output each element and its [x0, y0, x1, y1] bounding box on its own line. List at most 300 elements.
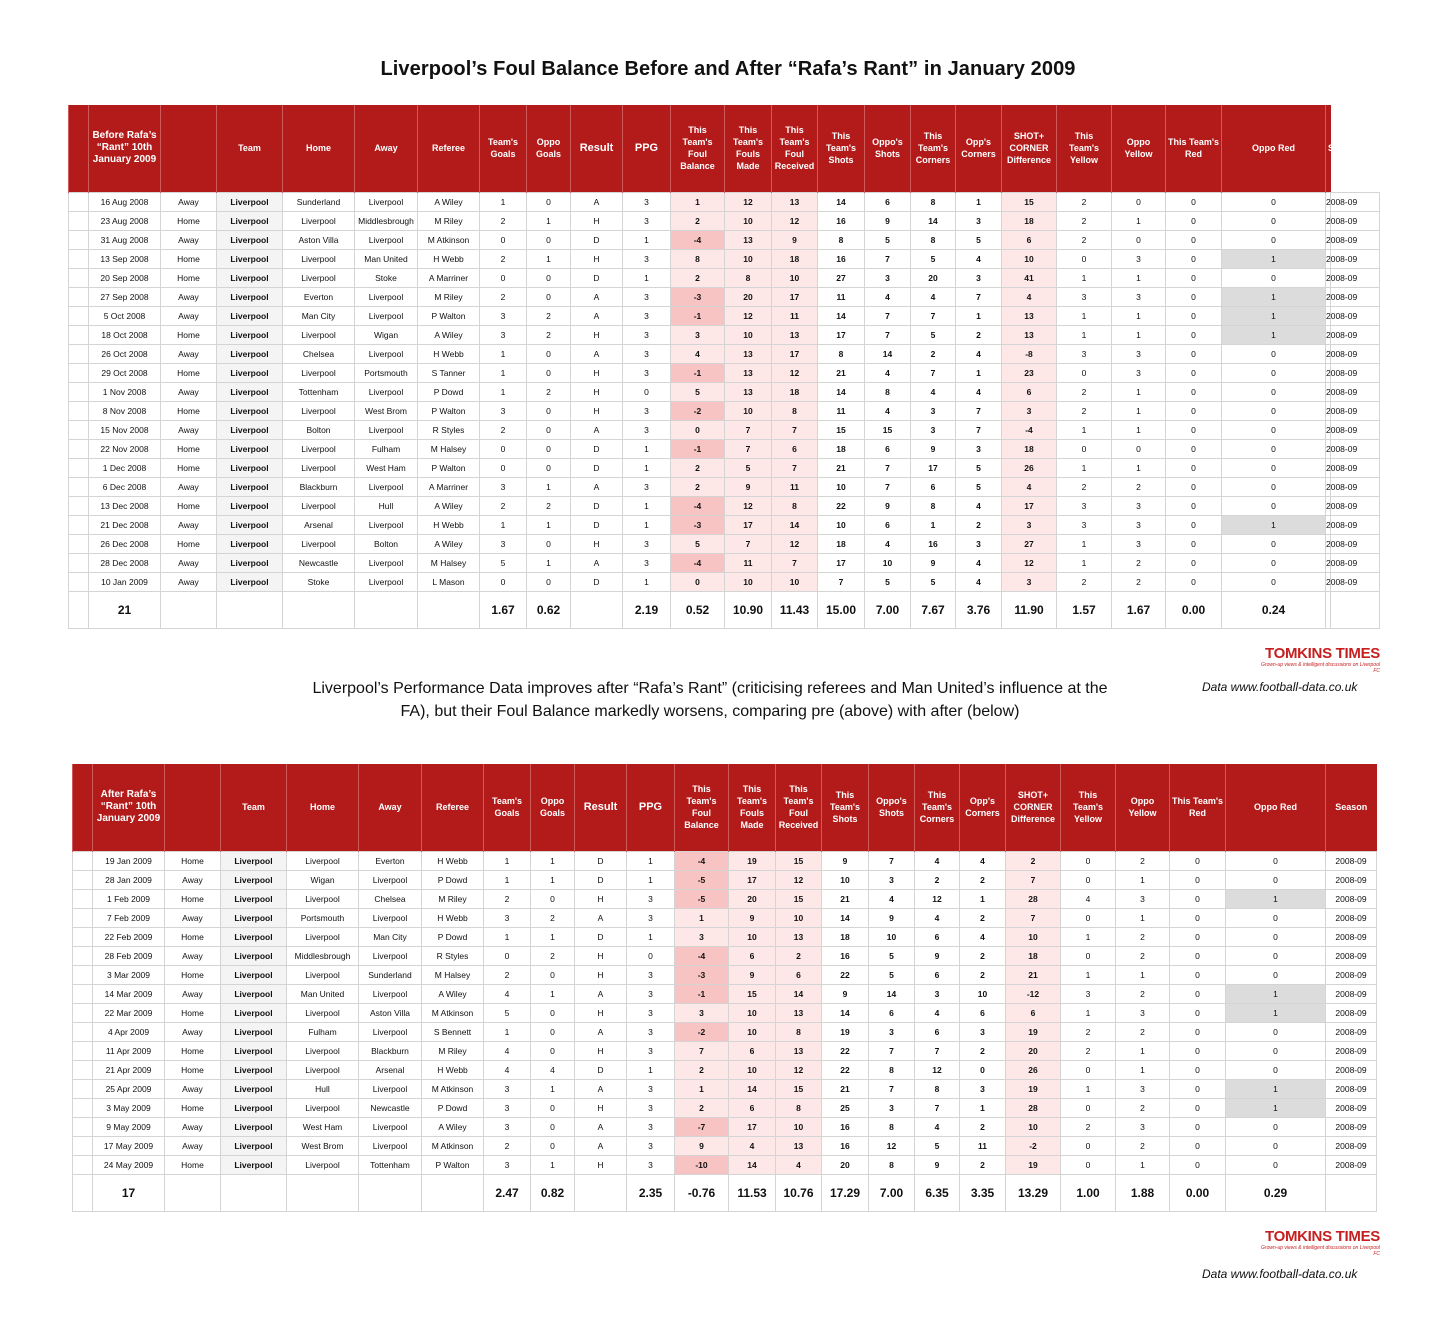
table-cell: Sunderland: [283, 192, 355, 211]
table-cell: 0: [1061, 870, 1116, 889]
table-cell: 8: [915, 1079, 960, 1098]
table-cell: 1 Dec 2008: [89, 458, 161, 477]
table-cell: 1: [1057, 553, 1112, 572]
table-cell: 3: [623, 249, 671, 268]
table-cell: 1: [960, 889, 1006, 908]
table-cell: Hull: [287, 1079, 359, 1098]
table-cell: 1: [1116, 1060, 1170, 1079]
table-row: [73, 908, 1377, 927]
table-cell: Liverpool: [287, 1060, 359, 1079]
table-cell: 2008-09: [1326, 1155, 1377, 1174]
table-cell: 2: [480, 211, 527, 230]
table-cell: 2008-09: [1326, 984, 1377, 1003]
table-cell: 1: [531, 1079, 575, 1098]
table-cell: 7: [865, 306, 911, 325]
table-cell: 1: [956, 192, 1002, 211]
table-cell: M Atkinson: [422, 1136, 484, 1155]
table-cell: Away: [161, 344, 217, 363]
table-cell: 14: [818, 192, 865, 211]
table-cell: Home: [165, 1098, 221, 1117]
total-cell: 10.76: [776, 1174, 822, 1211]
table-cell: 0: [1170, 946, 1226, 965]
table-cell: 3: [1057, 496, 1112, 515]
table-cell: 6: [865, 439, 911, 458]
table-cell: H Webb: [418, 249, 480, 268]
table-cell: 11: [960, 1136, 1006, 1155]
table-row: [69, 306, 1380, 325]
table-cell: Away: [165, 984, 221, 1003]
table-cell: Away: [161, 553, 217, 572]
table-cell: H: [571, 211, 623, 230]
table-cell: H Webb: [418, 515, 480, 534]
table-cell: 0: [1166, 287, 1222, 306]
total-cell: [283, 591, 355, 628]
table-cell: 0: [527, 230, 571, 249]
column-header: Team's Goals: [480, 105, 527, 192]
table-cell: Home: [161, 439, 217, 458]
table-cell: 2: [675, 1060, 729, 1079]
table-cell: Sunderland: [359, 965, 422, 984]
table-cell: D: [571, 439, 623, 458]
column-header: This Team's Corners: [915, 764, 960, 851]
table-cell: 0: [1166, 496, 1222, 515]
table-cell: 26 Oct 2008: [89, 344, 161, 363]
table-cell: 2: [531, 946, 575, 965]
table-cell: 3: [480, 477, 527, 496]
table-cell: 1: [956, 306, 1002, 325]
table-cell: -4: [675, 946, 729, 965]
table-cell: 9: [915, 946, 960, 965]
table-cell: L Mason: [418, 572, 480, 591]
column-header: Oppo Goals: [531, 764, 575, 851]
total-cell: 15.00: [818, 591, 865, 628]
table-cell: 0: [527, 192, 571, 211]
table-row: [69, 572, 1380, 591]
table-cell: 6: [729, 1041, 776, 1060]
table-cell: Liverpool: [355, 420, 418, 439]
table-cell: P Dowd: [418, 382, 480, 401]
table-cell: 3: [1112, 287, 1166, 306]
table-row: [69, 249, 1380, 268]
table-cell: P Walton: [418, 458, 480, 477]
table-cell: 41: [1002, 268, 1057, 287]
column-header: Opp's Corners: [960, 764, 1006, 851]
table-cell: 0: [1170, 927, 1226, 946]
table-cell: 3: [869, 1022, 915, 1041]
column-header: Opp's Corners: [956, 105, 1002, 192]
table-cell: 0: [1166, 211, 1222, 230]
logo-tagline: Grown-up views & intelligent discussions on Liverpool FC: [1261, 1245, 1380, 1257]
table-cell: 3: [1112, 249, 1166, 268]
table-cell: 2008-09: [1326, 420, 1331, 439]
table-cell: 0: [527, 401, 571, 420]
table-cell: 1: [623, 515, 671, 534]
table-cell: 2: [527, 325, 571, 344]
table-cell: 10: [725, 325, 772, 344]
data-source: Data www.football-data.co.uk: [1202, 680, 1358, 694]
table-cell: 2008-09: [1326, 889, 1377, 908]
row-spacer: [69, 553, 89, 572]
table-cell: 0: [480, 572, 527, 591]
table-cell: 18: [822, 927, 869, 946]
total-cell: [221, 1174, 287, 1211]
column-header: This Team's Red: [1170, 764, 1226, 851]
total-cell: [422, 1174, 484, 1211]
table-cell: 0: [531, 1022, 575, 1041]
table-cell: 10: [776, 1117, 822, 1136]
table-cell: 4: [865, 287, 911, 306]
table-cell: 5: [865, 230, 911, 249]
table-cell: 4: [960, 851, 1006, 870]
table-cell: 9: [869, 908, 915, 927]
table-cell: Home: [165, 927, 221, 946]
table-cell: 0: [531, 1003, 575, 1022]
total-cell: 13.29: [1006, 1174, 1061, 1211]
table-cell: S Tanner: [418, 363, 480, 382]
table-cell: 25 Apr 2009: [93, 1079, 165, 1098]
table-cell: 1: [531, 870, 575, 889]
table-cell: 4: [956, 496, 1002, 515]
table-cell: 6: [772, 439, 818, 458]
table-cell: 2: [675, 1098, 729, 1117]
table-cell: Away: [165, 1136, 221, 1155]
table-cell: 15: [776, 851, 822, 870]
table-cell: 16 Aug 2008: [89, 192, 161, 211]
table-cell: 1: [623, 439, 671, 458]
column-header: SHOT+ CORNER Difference: [1002, 105, 1057, 192]
table-cell: 3: [480, 534, 527, 553]
table-cell: 0: [623, 382, 671, 401]
table-cell: 0: [531, 1136, 575, 1155]
table-cell: Liverpool: [283, 534, 355, 553]
table-cell: A: [571, 192, 623, 211]
table-cell: 1: [623, 268, 671, 287]
table-cell: A: [575, 1117, 627, 1136]
table-cell: 2: [1061, 1022, 1116, 1041]
table-cell: 1: [527, 477, 571, 496]
table-cell: 1: [527, 515, 571, 534]
table-cell: A Wiley: [418, 534, 480, 553]
table-cell: 14: [865, 344, 911, 363]
table-cell: 3: [675, 1003, 729, 1022]
table-cell: 4: [729, 1136, 776, 1155]
table-cell: 11 Apr 2009: [93, 1041, 165, 1060]
table-cell: 3: [623, 287, 671, 306]
table-cell: 0: [1226, 870, 1326, 889]
table-cell: Fulham: [287, 1022, 359, 1041]
table-cell: 2: [484, 889, 531, 908]
table-cell: 2008-09: [1326, 1060, 1377, 1079]
table-cell: 0: [671, 572, 725, 591]
table-cell: 1: [480, 363, 527, 382]
table-cell: 9: [772, 230, 818, 249]
table-cell: 0: [484, 946, 531, 965]
table-cell: 0: [480, 458, 527, 477]
table-cell: A: [571, 306, 623, 325]
table-cell: 9: [729, 965, 776, 984]
table-cell: 8: [869, 1155, 915, 1174]
table-cell: 15: [729, 984, 776, 1003]
caption: Liverpool’s Performance Data improves after “Rafa’s Rant” (criticising referees and Man United’s influence at the FA), but their Foul Balance markedly worsens, comparing pre (above) with after (below): [312, 680, 1108, 720]
table-cell: 0: [527, 420, 571, 439]
table-cell: 9: [865, 211, 911, 230]
table-cell: 20 Sep 2008: [89, 268, 161, 287]
table-cell: 19: [1006, 1022, 1061, 1041]
table-row: [73, 927, 1377, 946]
table-cell: 2008-09: [1326, 1022, 1377, 1041]
table-cell: Middlesbrough: [287, 946, 359, 965]
table-cell: 0: [1166, 477, 1222, 496]
table-cell: 23 Aug 2008: [89, 211, 161, 230]
table-cell: Chelsea: [283, 344, 355, 363]
table-cell: 0: [531, 1098, 575, 1117]
table-cell: Liverpool: [283, 325, 355, 344]
table-cell: -1: [671, 363, 725, 382]
table-cell: 3: [627, 984, 675, 1003]
table-cell: 0: [531, 1117, 575, 1136]
table-cell: 3: [1057, 515, 1112, 534]
table-cell: 0: [1166, 363, 1222, 382]
table-cell: 13: [772, 325, 818, 344]
table-cell: 1: [1057, 420, 1112, 439]
table-cell: 0: [1170, 1079, 1226, 1098]
table-cell: Bolton: [283, 420, 355, 439]
table-cell: 3: [671, 325, 725, 344]
table-cell: 13 Sep 2008: [89, 249, 161, 268]
table-cell: Liverpool: [221, 1136, 287, 1155]
table-cell: 4: [956, 572, 1002, 591]
row-spacer: [69, 591, 89, 628]
table-cell: 7: [818, 572, 865, 591]
table-cell: 17: [818, 553, 865, 572]
table-cell: 3: [480, 325, 527, 344]
table-row: [69, 192, 1380, 211]
table-cell: 6: [729, 946, 776, 965]
table-cell: 8: [865, 382, 911, 401]
table-cell: 10: [725, 211, 772, 230]
table-cell: 3: [1002, 572, 1057, 591]
table-cell: D: [575, 851, 627, 870]
table-cell: 0: [1166, 325, 1222, 344]
table-cell: 16: [911, 534, 956, 553]
table-cell: 6: [915, 965, 960, 984]
table-cell: 2: [1116, 851, 1170, 870]
table-cell: 5: [869, 946, 915, 965]
table-cell: 15: [865, 420, 911, 439]
table-cell: 12: [915, 1060, 960, 1079]
total-cell: 10.90: [725, 591, 772, 628]
table-cell: 4: [956, 344, 1002, 363]
table-cell: 1: [1226, 984, 1326, 1003]
total-cell: 3.35: [960, 1174, 1006, 1211]
total-cell: -0.76: [675, 1174, 729, 1211]
table-cell: 2: [960, 870, 1006, 889]
table-cell: Liverpool: [359, 1079, 422, 1098]
table-cell: 2: [1061, 1041, 1116, 1060]
table-cell: Liverpool: [221, 851, 287, 870]
table-cell: 3: [1112, 515, 1166, 534]
table-cell: H: [571, 401, 623, 420]
table-cell: Home: [165, 1060, 221, 1079]
table-cell: 1 Nov 2008: [89, 382, 161, 401]
table-cell: 4: [865, 534, 911, 553]
table-cell: 18: [1006, 946, 1061, 965]
table-cell: -10: [675, 1155, 729, 1174]
table-cell: 0: [1170, 1136, 1226, 1155]
row-spacer: [69, 477, 89, 496]
table-cell: 1: [1112, 268, 1166, 287]
table-cell: H: [571, 534, 623, 553]
table-row: [69, 458, 1380, 477]
table-cell: 2008-09: [1326, 477, 1331, 496]
table-cell: 0: [1170, 1003, 1226, 1022]
total-cell: [571, 591, 623, 628]
table-cell: 4: [1002, 287, 1057, 306]
table-cell: 0: [1170, 1098, 1226, 1117]
row-spacer: [69, 230, 89, 249]
table-cell: Away: [165, 1022, 221, 1041]
table-cell: 2: [1057, 230, 1112, 249]
table-cell: 0: [1226, 927, 1326, 946]
row-spacer: [69, 249, 89, 268]
table-cell: 2: [1057, 477, 1112, 496]
table-cell: 12: [776, 870, 822, 889]
table-cell: 6: [915, 927, 960, 946]
table-cell: 0: [1170, 1060, 1226, 1079]
table-cell: 0: [1166, 439, 1222, 458]
table-cell: Away: [161, 287, 217, 306]
table-cell: 8: [911, 496, 956, 515]
table-cell: Liverpool: [283, 211, 355, 230]
table-cell: Liverpool: [359, 908, 422, 927]
table-cell: -4: [671, 553, 725, 572]
table-cell: 20: [725, 287, 772, 306]
column-header: Season: [1326, 105, 1331, 192]
table-cell: 14 Mar 2009: [93, 984, 165, 1003]
table-cell: 5: [956, 230, 1002, 249]
table-cell: Liverpool: [217, 344, 283, 363]
table-cell: 0: [1226, 965, 1326, 984]
table-cell: 2: [671, 268, 725, 287]
table-cell: Home: [161, 534, 217, 553]
table-cell: 28 Jan 2009: [93, 870, 165, 889]
tomkins-times-logo: [1260, 645, 1380, 674]
table-cell: 7: [865, 249, 911, 268]
table-cell: 21 Dec 2008: [89, 515, 161, 534]
table-cell: 0: [1222, 553, 1326, 572]
row-spacer: [73, 1174, 93, 1211]
column-header: PPG: [623, 105, 671, 192]
table-cell: 3: [484, 1155, 531, 1174]
table-cell: 1: [1116, 1155, 1170, 1174]
table-cell: 11: [818, 401, 865, 420]
column-header: Team's Goals: [484, 764, 531, 851]
table-cell: H: [571, 382, 623, 401]
table-cell: 2008-09: [1326, 1117, 1377, 1136]
table-cell: 0: [1222, 420, 1326, 439]
table-cell: 0: [1170, 1041, 1226, 1060]
table-cell: H: [575, 946, 627, 965]
table-cell: 3: [1112, 534, 1166, 553]
table-cell: 22: [822, 1060, 869, 1079]
table-cell: -3: [671, 287, 725, 306]
table-cell: 1: [480, 344, 527, 363]
table-cell: -2: [1006, 1136, 1061, 1155]
column-header: Home: [287, 764, 359, 851]
table-cell: Liverpool: [217, 420, 283, 439]
table-cell: 0: [1061, 1098, 1116, 1117]
table-cell: H: [575, 889, 627, 908]
table-cell: 12: [772, 211, 818, 230]
table-cell: 13: [776, 1136, 822, 1155]
table-row: [69, 268, 1380, 287]
column-header: Oppo Red: [1226, 764, 1326, 851]
table-cell: 0: [1222, 458, 1326, 477]
table-cell: 2: [1116, 984, 1170, 1003]
table-row: [73, 1022, 1377, 1041]
row-spacer: [73, 946, 93, 965]
table-cell: Portsmouth: [355, 363, 418, 382]
table-cell: 8: [671, 249, 725, 268]
table-cell: A Wiley: [418, 496, 480, 515]
table-cell: Liverpool: [287, 1155, 359, 1174]
column-header: Away: [355, 105, 418, 192]
table-cell: 2: [1061, 1117, 1116, 1136]
table-cell: Liverpool: [221, 1079, 287, 1098]
total-cell: [287, 1174, 359, 1211]
table-cell: 2: [960, 1117, 1006, 1136]
table-cell: 3: [627, 1155, 675, 1174]
table-cell: 0: [527, 344, 571, 363]
table-cell: 1: [484, 927, 531, 946]
table-cell: P Walton: [418, 306, 480, 325]
column-header: This Team's Yellow: [1061, 764, 1116, 851]
table-cell: 20: [822, 1155, 869, 1174]
table-cell: 5: [725, 458, 772, 477]
table-cell: A Wiley: [422, 984, 484, 1003]
table-cell: 0: [1170, 851, 1226, 870]
table-cell: 0: [531, 889, 575, 908]
table-cell: 0: [531, 965, 575, 984]
table-cell: Liverpool: [287, 1003, 359, 1022]
column-header: This Team's Foul Received: [776, 764, 822, 851]
table-cell: 0: [527, 458, 571, 477]
table-cell: 1: [1057, 325, 1112, 344]
table-cell: 10: [776, 908, 822, 927]
table-cell: Liverpool: [359, 870, 422, 889]
table-cell: 4: [1061, 889, 1116, 908]
table-cell: 16: [818, 249, 865, 268]
row-spacer: [73, 1098, 93, 1117]
total-cell: 1.88: [1116, 1174, 1170, 1211]
table-cell: 1: [484, 870, 531, 889]
total-cell: 11.53: [729, 1174, 776, 1211]
logo-name: TOMKINS TIMES: [1265, 1228, 1380, 1245]
table-cell: 1: [531, 851, 575, 870]
table-cell: 4: [915, 1117, 960, 1136]
table-cell: 15: [1002, 192, 1057, 211]
totals-row: [73, 1174, 1377, 1211]
table-cell: H: [575, 1041, 627, 1060]
table-cell: 5: [484, 1003, 531, 1022]
table-cell: -1: [675, 984, 729, 1003]
table-cell: 0: [1061, 851, 1116, 870]
table-cell: 2: [1116, 927, 1170, 946]
table-cell: West Brom: [287, 1136, 359, 1155]
table-cell: 8: [772, 496, 818, 515]
table-cell: Liverpool: [217, 230, 283, 249]
table-cell: 10: [1006, 1117, 1061, 1136]
